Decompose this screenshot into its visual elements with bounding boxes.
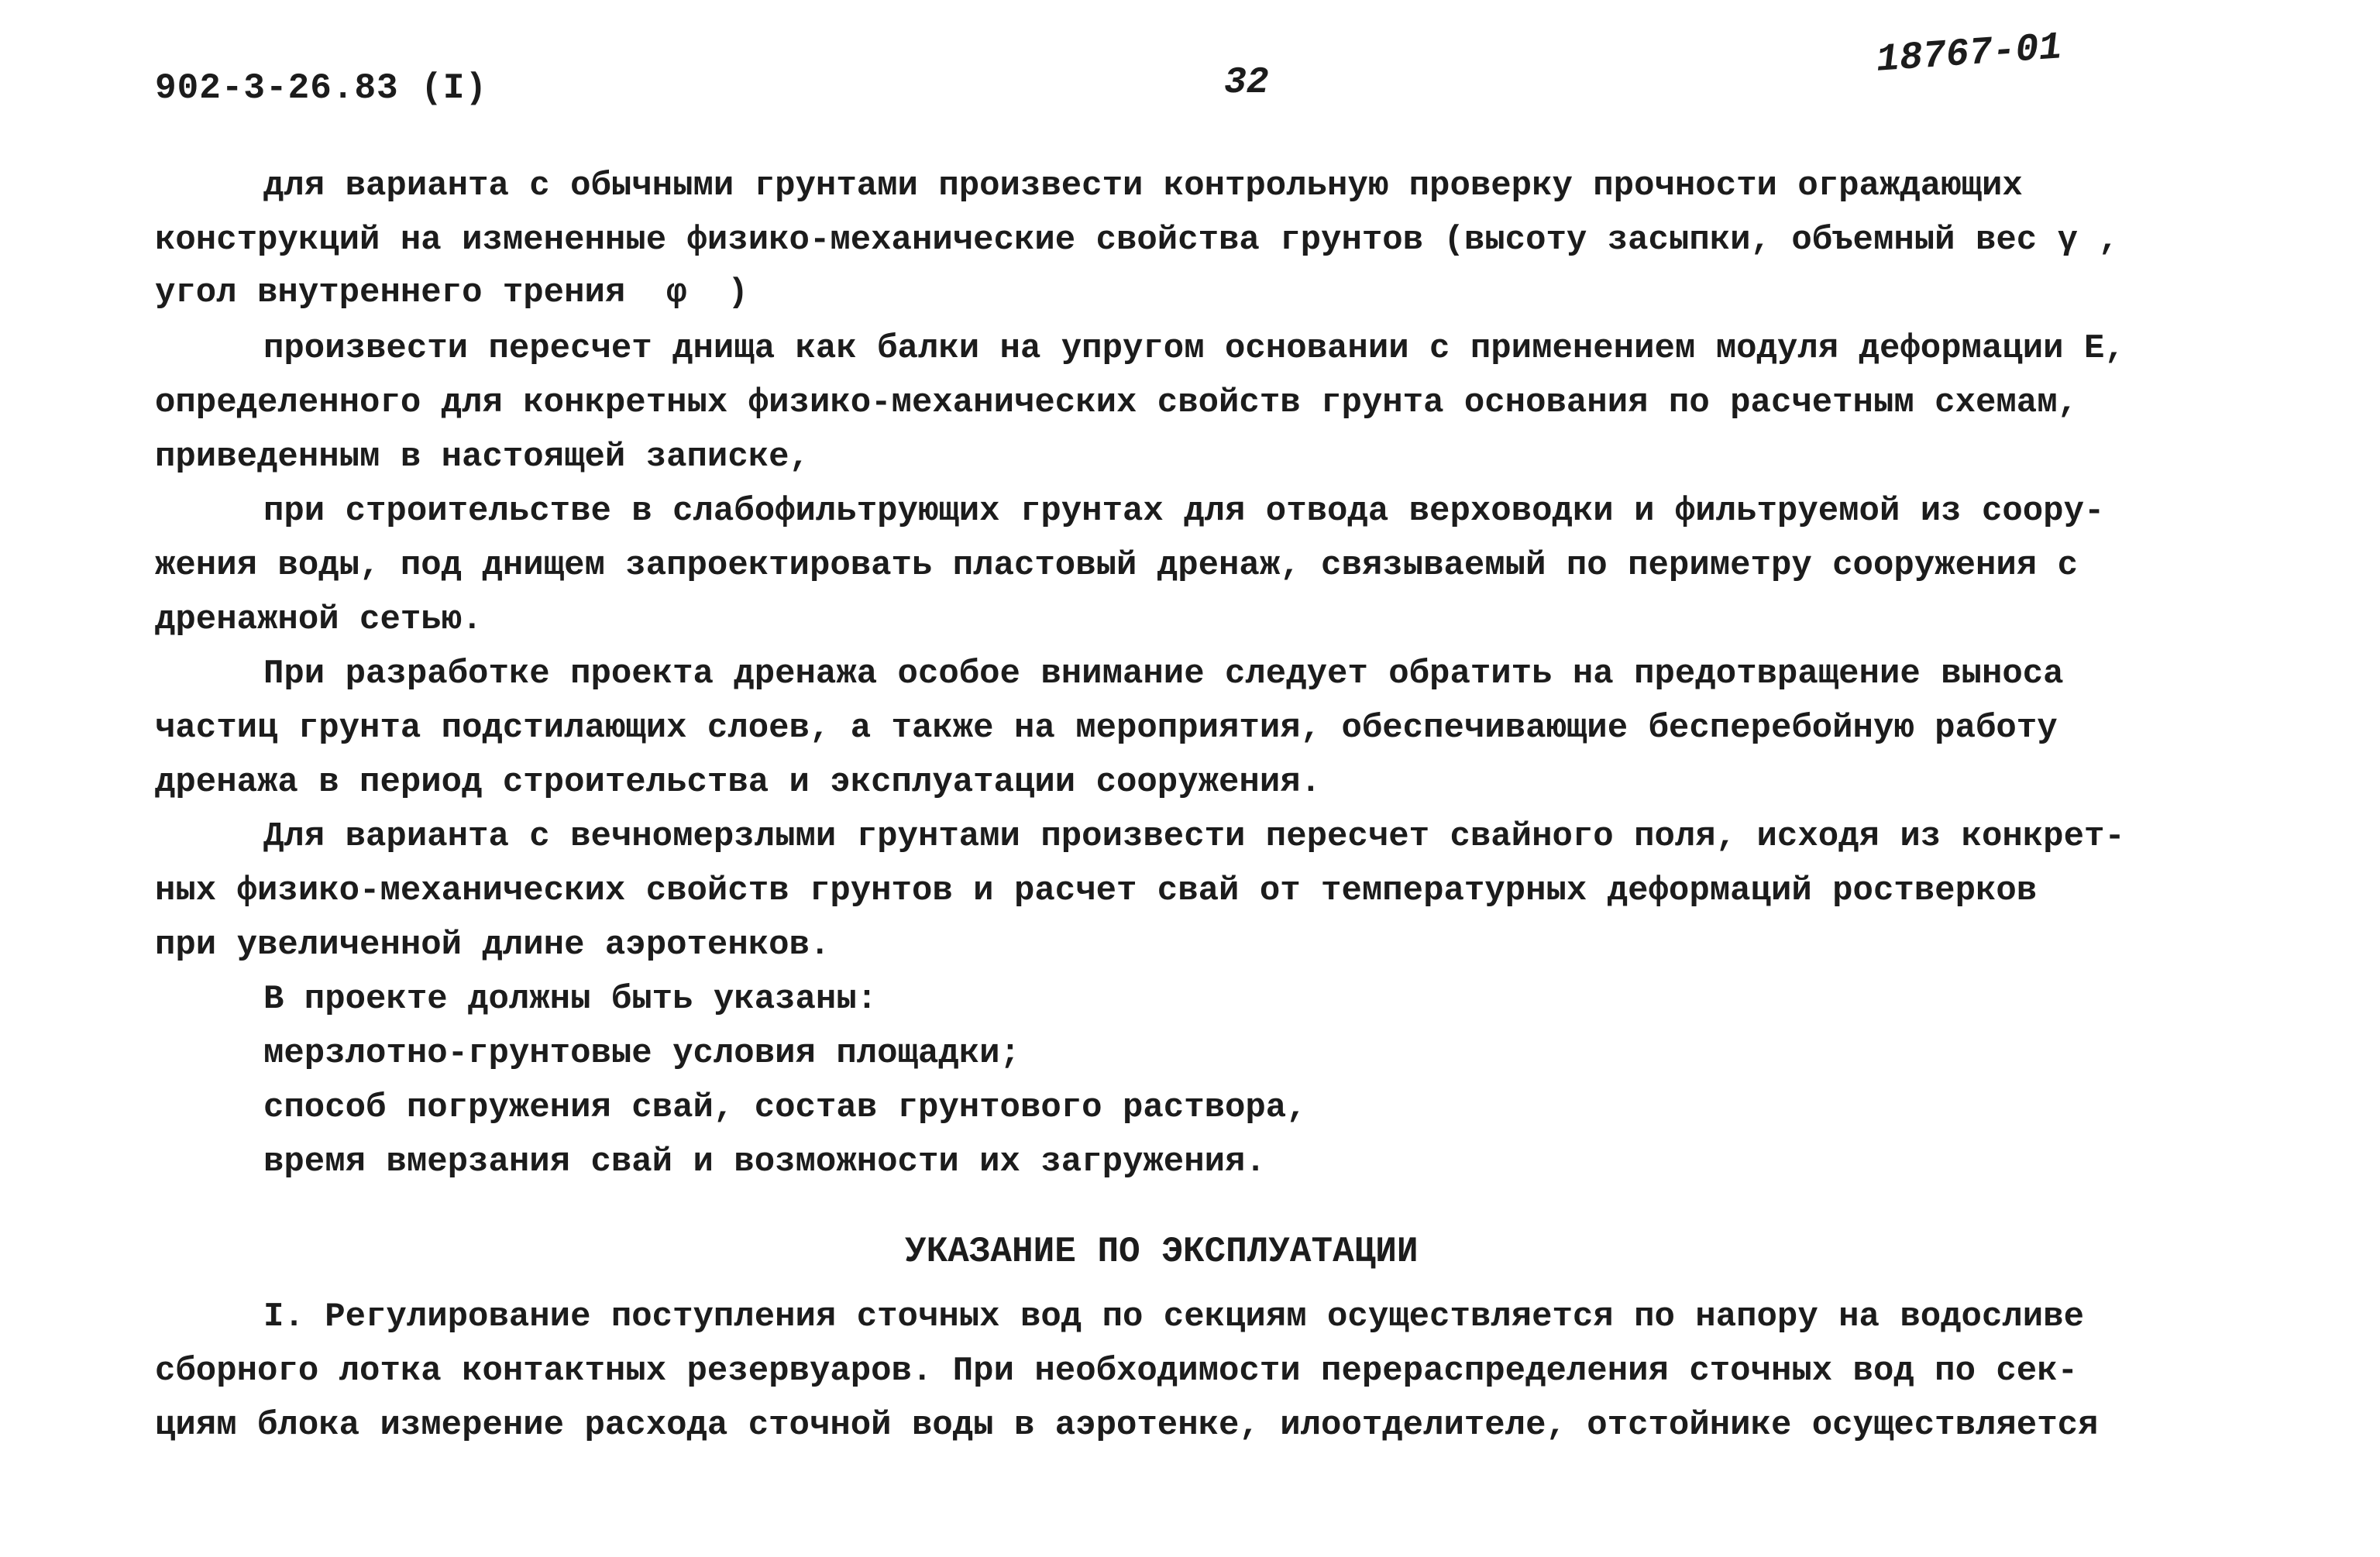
text-line: Для варианта с вечномерзлыми грунтами произвести пересчет свайного поля, исходя из конкрет-	[263, 817, 2125, 856]
text-line: I. Регулирование поступления сточных вод по секциям осуществляется по напору на водосливе	[263, 1298, 2084, 1336]
text-line: время вмерзания свай и возможности их загружения.	[263, 1143, 1266, 1181]
text-line: угол внутреннего трения φ )	[155, 273, 748, 312]
text-line: при строительстве в слабофильтрующих грунтах для отвода верховодки и фильтруемой из соору-	[263, 492, 2105, 531]
document-code: 902-3-26.83 (I)	[155, 68, 488, 108]
text-line: способ погружения свай, состав грунтового раствора,	[263, 1088, 1307, 1127]
text-line: конструкций на измененные физико-механические свойства грунтов (высоту засыпки, объемный вес γ ,	[155, 221, 2119, 260]
text-line: для варианта с обычными грунтами произвести контрольную проверку прочности ограждающих	[263, 167, 2023, 205]
text-line: дренажа в период строительства и эксплуатации сооружения.	[155, 763, 1322, 802]
text-line: ных физико-механических свойств грунтов и расчет свай от температурных деформаций ростверков	[155, 871, 2038, 910]
text-line: произвести пересчет днища как балки на упругом основании с применением модуля деформации Е,	[263, 329, 2125, 368]
section-title: УКАЗАНИЕ ПО ЭКСПЛУАТАЦИИ	[905, 1232, 1419, 1272]
text-line: В проекте должны быть указаны:	[263, 980, 878, 1019]
page-number: 32	[1224, 62, 1269, 104]
text-line: дренажной сетью.	[155, 600, 483, 639]
archive-number: 18767-01	[1875, 26, 2064, 83]
text-line: приведенным в настоящей записке,	[155, 438, 810, 476]
text-line: при увеличенной длине аэротенков.	[155, 926, 831, 964]
text-line: частиц грунта подстилающих слоев, а также на мероприятия, обеспечивающие бесперебойную работу	[155, 709, 2058, 748]
text-line: циям блока измерение расхода сточной воды в аэротенке, илоотделителе, отстойнике осуществляется	[155, 1406, 2099, 1445]
text-line: мерзлотно-грунтовые условия площадки;	[263, 1034, 1020, 1073]
text-line: жения воды, под днищем запроектировать пластовый дренаж, связываемый по периметру сооружения с	[155, 546, 2079, 585]
text-line: При разработке проекта дренажа особое внимание следует обратить на предотвращение выноса	[263, 655, 2064, 693]
text-line: сборного лотка контактных резервуаров. При необходимости перераспределения сточных вод по сек-	[155, 1352, 2079, 1390]
text-line: определенного для конкретных физико-механических свойств грунта основания по расчетным схемам,	[155, 383, 2079, 422]
